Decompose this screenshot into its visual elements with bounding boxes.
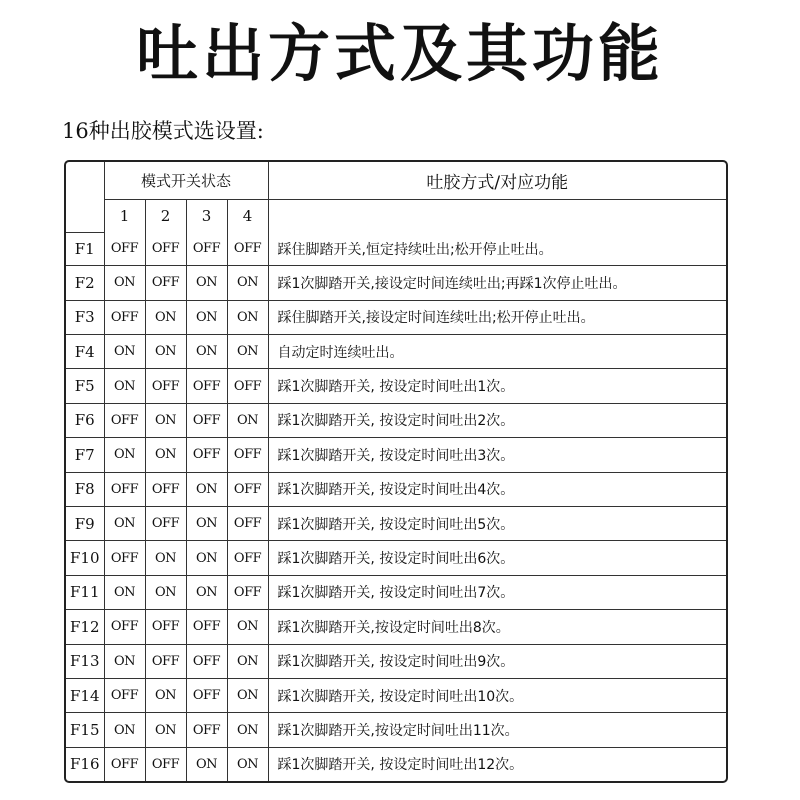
- mode-label: F13: [66, 644, 104, 678]
- function-description: 踩1次脚踏开关, 按设定时间吐出7次。: [268, 575, 726, 609]
- switch-state-1: OFF: [104, 747, 145, 781]
- table-row: [66, 232, 726, 266]
- page-title: 吐出方式及其功能: [135, 17, 664, 90]
- switch-state-1: ON: [104, 266, 145, 300]
- switch-state-3: OFF: [186, 678, 227, 712]
- function-description: 踩1次脚踏开关, 按设定时间吐出10次。: [268, 678, 726, 712]
- mode-label: F3: [66, 300, 104, 334]
- mode-label: F11: [66, 575, 104, 609]
- mode-rows: [66, 232, 726, 781]
- switch-state-2: OFF: [145, 506, 186, 540]
- table-row: [66, 644, 726, 678]
- switch-state-1: ON: [104, 713, 145, 747]
- function-description: 踩1次脚踏开关, 按设定时间吐出12次。: [268, 747, 726, 781]
- switch-number: 3: [186, 199, 227, 232]
- table-row: [66, 713, 726, 747]
- switch-state-3: OFF: [186, 713, 227, 747]
- function-description: 踩1次脚踏开关,按设定时间吐出8次。: [268, 610, 726, 644]
- switch-state-1: ON: [104, 575, 145, 609]
- mode-column-header: [66, 162, 104, 232]
- function-description: 踩1次脚踏开关, 按设定时间吐出1次。: [268, 369, 726, 403]
- function-description: 踩1次脚踏开关, 按设定时间吐出4次。: [268, 472, 726, 506]
- switch-state-header: 模式开关状态: [104, 162, 268, 199]
- switch-state-4: ON: [227, 334, 268, 368]
- table-row: [66, 678, 726, 712]
- switch-state-3: ON: [186, 541, 227, 575]
- table-row: [66, 747, 726, 781]
- mode-label: F7: [66, 438, 104, 472]
- switch-state-3: OFF: [186, 369, 227, 403]
- switch-state-1: ON: [104, 506, 145, 540]
- switch-state-3: OFF: [186, 438, 227, 472]
- switch-state-2: ON: [145, 300, 186, 334]
- function-description: 踩住脚踏开关,恒定持续吐出;松开停止吐出。: [268, 232, 726, 266]
- switch-state-1: OFF: [104, 541, 145, 575]
- switch-state-3: OFF: [186, 644, 227, 678]
- switch-number: 1: [104, 199, 145, 232]
- switch-number: 4: [227, 199, 268, 232]
- switch-state-1: OFF: [104, 472, 145, 506]
- mode-label: F2: [66, 266, 104, 300]
- switch-state-2: ON: [145, 541, 186, 575]
- table-row: [66, 334, 726, 368]
- table-row: [66, 438, 726, 472]
- table-row: [66, 575, 726, 609]
- switch-state-1: ON: [104, 644, 145, 678]
- switch-state-4: ON: [227, 747, 268, 781]
- switch-state-4: OFF: [227, 575, 268, 609]
- switch-state-4: ON: [227, 678, 268, 712]
- mode-label: F4: [66, 334, 104, 368]
- function-subheader-blank: [268, 199, 726, 232]
- function-description: 自动定时连续吐出。: [268, 334, 726, 368]
- switch-state-4: ON: [227, 266, 268, 300]
- switch-state-2: OFF: [145, 266, 186, 300]
- function-description: 踩1次脚踏开关,按设定时间吐出11次。: [268, 713, 726, 747]
- switch-state-1: ON: [104, 369, 145, 403]
- function-description: 踩1次脚踏开关, 按设定时间吐出5次。: [268, 506, 726, 540]
- table-row: [66, 300, 726, 334]
- table-header-row: [66, 162, 726, 199]
- switch-state-3: ON: [186, 266, 227, 300]
- switch-state-3: ON: [186, 506, 227, 540]
- switch-state-4: ON: [227, 403, 268, 437]
- page-subtitle: 16种出胶模式选设置:: [62, 119, 264, 143]
- switch-state-2: OFF: [145, 747, 186, 781]
- mode-label: F6: [66, 403, 104, 437]
- mode-label: F10: [66, 541, 104, 575]
- switch-state-1: ON: [104, 438, 145, 472]
- switch-state-3: OFF: [186, 232, 227, 266]
- switch-state-2: OFF: [145, 369, 186, 403]
- switch-state-4: OFF: [227, 232, 268, 266]
- switch-state-2: OFF: [145, 610, 186, 644]
- function-description: 踩1次脚踏开关, 按设定时间吐出2次。: [268, 403, 726, 437]
- table-row: [66, 403, 726, 437]
- switch-state-4: ON: [227, 713, 268, 747]
- switch-state-4: OFF: [227, 438, 268, 472]
- switch-state-4: OFF: [227, 369, 268, 403]
- function-description: 踩住脚踏开关,接设定时间连续吐出;松开停止吐出。: [268, 300, 726, 334]
- mode-label: F12: [66, 610, 104, 644]
- function-description: 踩1次脚踏开关,接设定时间连续吐出;再踩1次停止吐出。: [268, 266, 726, 300]
- switch-number-row: [66, 199, 726, 232]
- mode-label: F8: [66, 472, 104, 506]
- table-row: [66, 610, 726, 644]
- mode-label: F5: [66, 369, 104, 403]
- switch-state-3: OFF: [186, 403, 227, 437]
- switch-state-2: ON: [145, 678, 186, 712]
- mode-label: F16: [66, 747, 104, 781]
- function-description: 踩1次脚踏开关, 按设定时间吐出6次。: [268, 541, 726, 575]
- switch-state-2: ON: [145, 575, 186, 609]
- switch-state-2: OFF: [145, 472, 186, 506]
- table-row: [66, 266, 726, 300]
- function-description: 踩1次脚踏开关, 按设定时间吐出9次。: [268, 644, 726, 678]
- switch-state-4: OFF: [227, 472, 268, 506]
- switch-state-2: ON: [145, 438, 186, 472]
- switch-state-1: OFF: [104, 300, 145, 334]
- switch-state-4: OFF: [227, 541, 268, 575]
- switch-state-4: OFF: [227, 506, 268, 540]
- switch-state-1: OFF: [104, 232, 145, 266]
- mode-table-frame: [64, 160, 728, 783]
- switch-state-4: ON: [227, 610, 268, 644]
- switch-state-3: ON: [186, 472, 227, 506]
- function-description: 踩1次脚踏开关, 按设定时间吐出3次。: [268, 438, 726, 472]
- mode-label: F14: [66, 678, 104, 712]
- switch-state-2: ON: [145, 403, 186, 437]
- table-row: [66, 369, 726, 403]
- switch-state-3: OFF: [186, 610, 227, 644]
- switch-state-4: ON: [227, 300, 268, 334]
- function-header: 吐胶方式/对应功能: [268, 162, 726, 199]
- table-row: [66, 506, 726, 540]
- switch-state-2: OFF: [145, 232, 186, 266]
- switch-state-1: OFF: [104, 403, 145, 437]
- mode-label: F1: [66, 232, 104, 266]
- switch-state-1: OFF: [104, 610, 145, 644]
- switch-state-2: OFF: [145, 644, 186, 678]
- switch-state-4: ON: [227, 644, 268, 678]
- table-row: [66, 541, 726, 575]
- mode-table: [66, 162, 726, 781]
- switch-state-3: ON: [186, 575, 227, 609]
- table-row: [66, 472, 726, 506]
- switch-state-1: ON: [104, 334, 145, 368]
- switch-state-2: ON: [145, 713, 186, 747]
- mode-label: F15: [66, 713, 104, 747]
- switch-state-1: OFF: [104, 678, 145, 712]
- switch-state-2: ON: [145, 334, 186, 368]
- switch-state-3: ON: [186, 747, 227, 781]
- switch-state-3: ON: [186, 300, 227, 334]
- switch-state-3: ON: [186, 334, 227, 368]
- switch-number: 2: [145, 199, 186, 232]
- mode-label: F9: [66, 506, 104, 540]
